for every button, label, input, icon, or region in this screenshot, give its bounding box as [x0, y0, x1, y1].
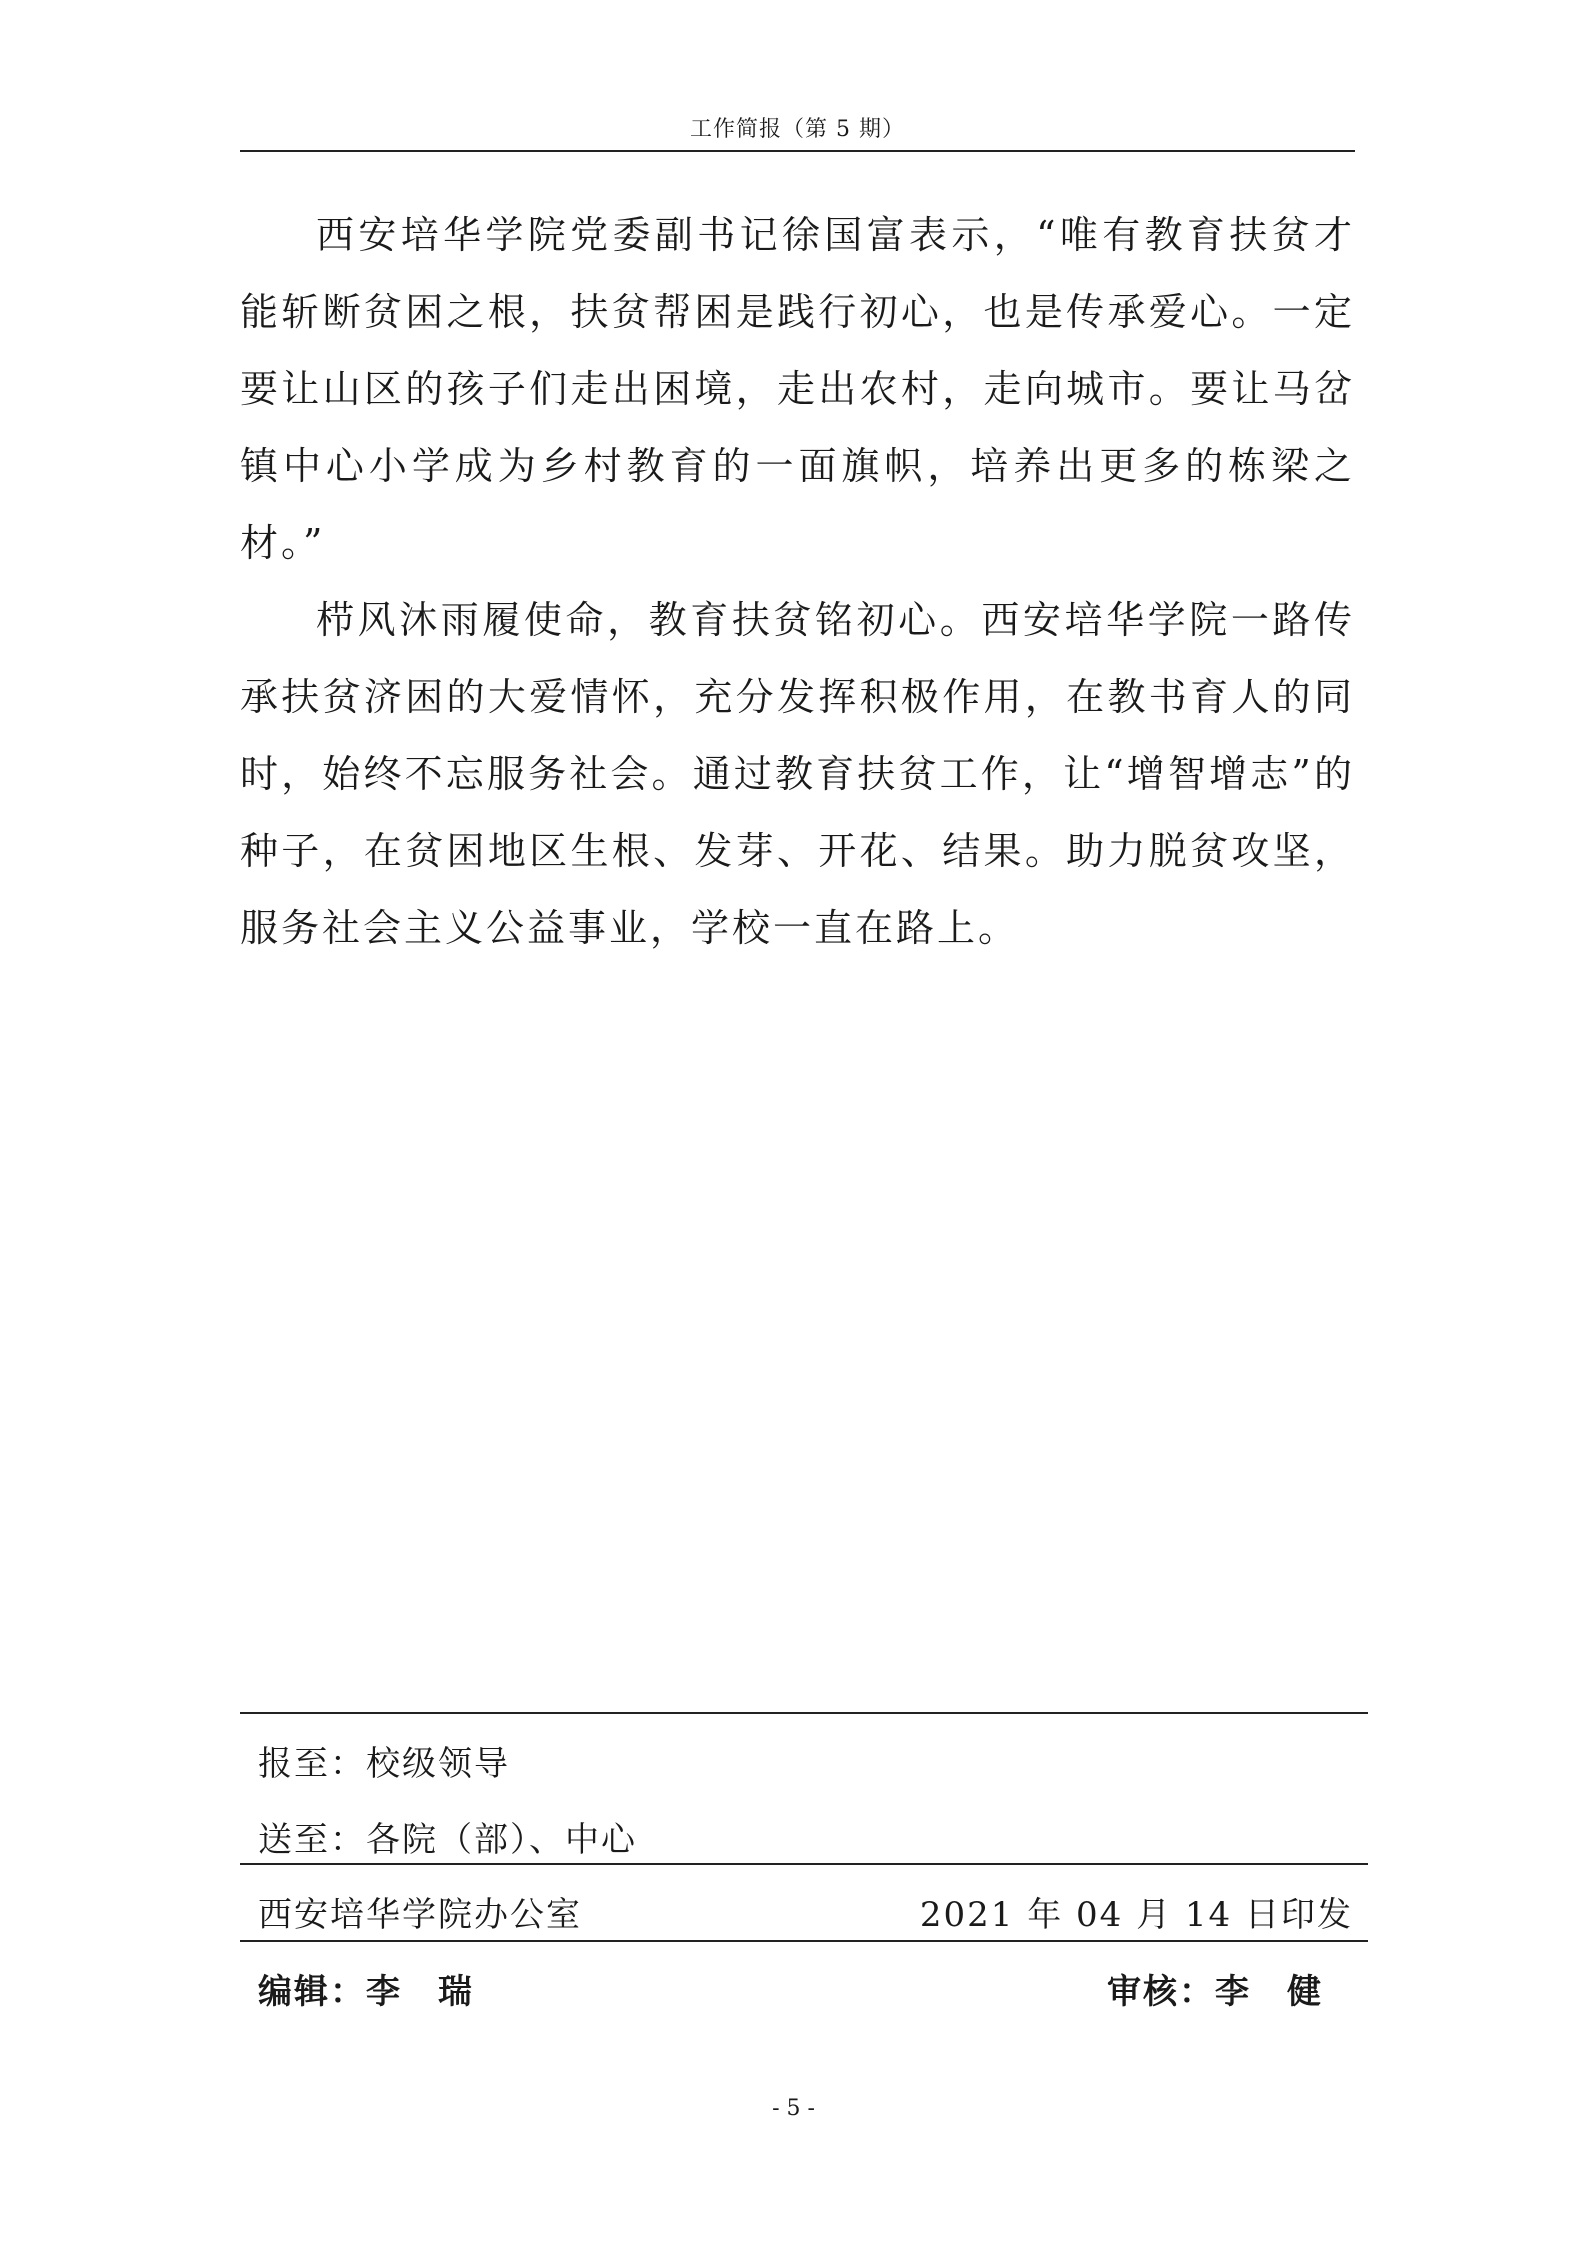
footer-rule-top	[240, 1712, 1368, 1714]
footer-rule-middle	[240, 1863, 1368, 1865]
reviewer: 审核：李 健	[1107, 1972, 1323, 2012]
send-to: 送至：各院（部）、中心	[258, 1820, 637, 1860]
issuer: 西安培华学院办公室	[258, 1895, 582, 1935]
footer-rule-bottom	[240, 1940, 1368, 1942]
page-number: - 5 -	[772, 2096, 815, 2121]
body-text	[240, 197, 1355, 967]
paragraph-1: 西安培华学院党委副书记徐国富表示，“唯有教育扶贫才能斩断贫困之根，扶贫帮困是践行初心，也是传承爱心。一定要让山区的孩子们走出困境，走出农村，走向城市。要让马岔镇中心小学成为乡村教育的一面旗帜，培养出更多的栋梁之材。”	[240, 213, 1355, 565]
issue-line	[258, 1887, 1353, 1936]
paragraph-2: 栉风沐雨履使命，教育扶贫铭初心。西安培华学院一路传承扶贫济困的大爱情怀，充分发挥积极作用，在教书育人的同时，始终不忘服务社会。通过教育扶贫工作，让“增智增志”的种子，在贫困地区生根、发芽、开花、结果。助力脱贫攻坚，服务社会主义公益事业，学校一直在路上。	[240, 598, 1355, 950]
issue-date: 2021 年 04 月 14 日印发	[919, 1895, 1353, 1935]
report-to: 报至：校级领导	[258, 1744, 510, 1784]
running-header: 工作简报（第 5 期）	[690, 117, 905, 142]
editor-line	[258, 1964, 1353, 2013]
editor: 编辑：李 瑞	[258, 1972, 474, 2012]
header-rule	[240, 150, 1355, 152]
